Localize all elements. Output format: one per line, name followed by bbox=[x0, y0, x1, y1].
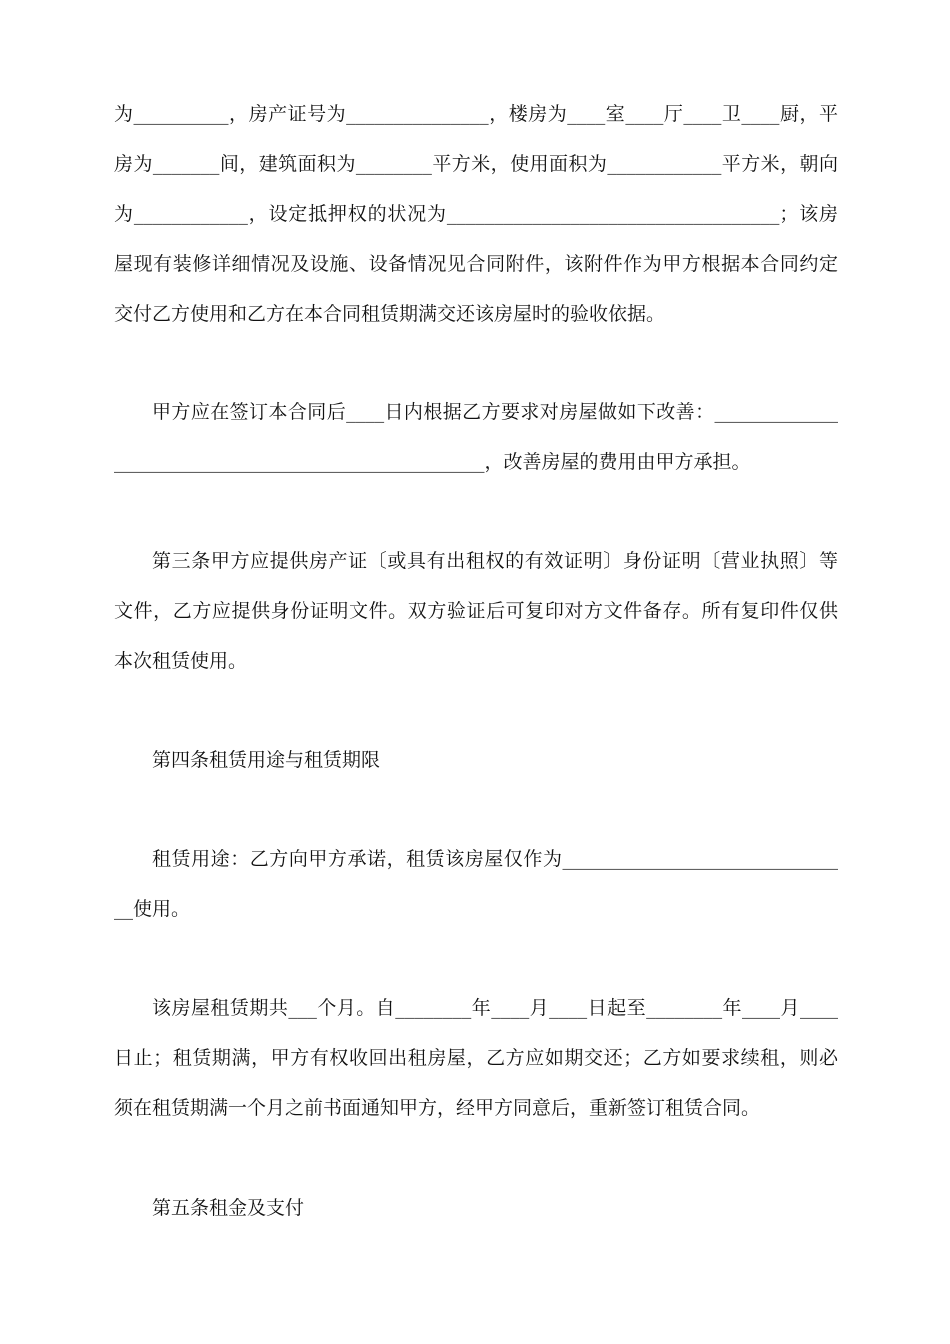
paragraph-5-line-2: __使用。 bbox=[114, 898, 191, 920]
paragraph-6-line-2: 日止；租赁期满，甲方有权收回出租房屋，乙方应如期交还；乙方如要求续租，则必 bbox=[114, 1047, 838, 1069]
paragraph-1-line-4: 屋现有装修详细情况及设施、设备情况见合同附件，该附件作为甲方根据本合同约定 bbox=[114, 253, 838, 275]
paragraph-1-line-3: 为____________，设定抵押权的状况为___________________________________；该房 bbox=[114, 203, 838, 225]
paragraph-5-line-1: 租赁用途：乙方向甲方承诺，租赁该房屋仅作为_____________________________ bbox=[152, 848, 838, 870]
paragraph-6-line-3: 须在租赁期满一个月之前书面通知甲方，经甲方同意后，重新签订租赁合同。 bbox=[114, 1097, 761, 1119]
paragraph-1-line-2: 房为_______间，建筑面积为________平方米，使用面积为____________平方米，朝向 bbox=[114, 153, 838, 175]
paragraph-2-line-1: 甲方应在签订本合同后____日内根据乙方要求对房屋做如下改善：_____________ bbox=[152, 401, 838, 423]
paragraph-3-line-3: 本次租赁使用。 bbox=[114, 650, 248, 672]
paragraph-1-line-5: 交付乙方使用和乙方在本合同租赁期满交还该房屋时的验收依据。 bbox=[114, 303, 666, 325]
paragraph-3-line-1: 第三条甲方应提供房产证〔或具有出租权的有效证明〕身份证明〔营业执照〕等 bbox=[152, 550, 838, 572]
paragraph-1-line-1: 为__________，房产证号为_______________，楼房为____室____厅____卫____厨，平 bbox=[114, 103, 838, 125]
paragraph-2-line-2: _______________________________________，改善房屋的费用由甲方承担。 bbox=[114, 451, 751, 473]
paragraph-3-line-2: 文件，乙方应提供身份证明文件。双方验证后可复印对方文件备存。所有复印件仅供 bbox=[114, 600, 838, 622]
paragraph-6-line-1: 该房屋租赁期共___个月。自________年____月____日起至________年____月____ bbox=[152, 997, 838, 1019]
section-heading-article-5: 第五条租金及支付 bbox=[152, 1197, 305, 1219]
section-heading-article-4: 第四条租赁用途与租赁期限 bbox=[152, 749, 381, 771]
